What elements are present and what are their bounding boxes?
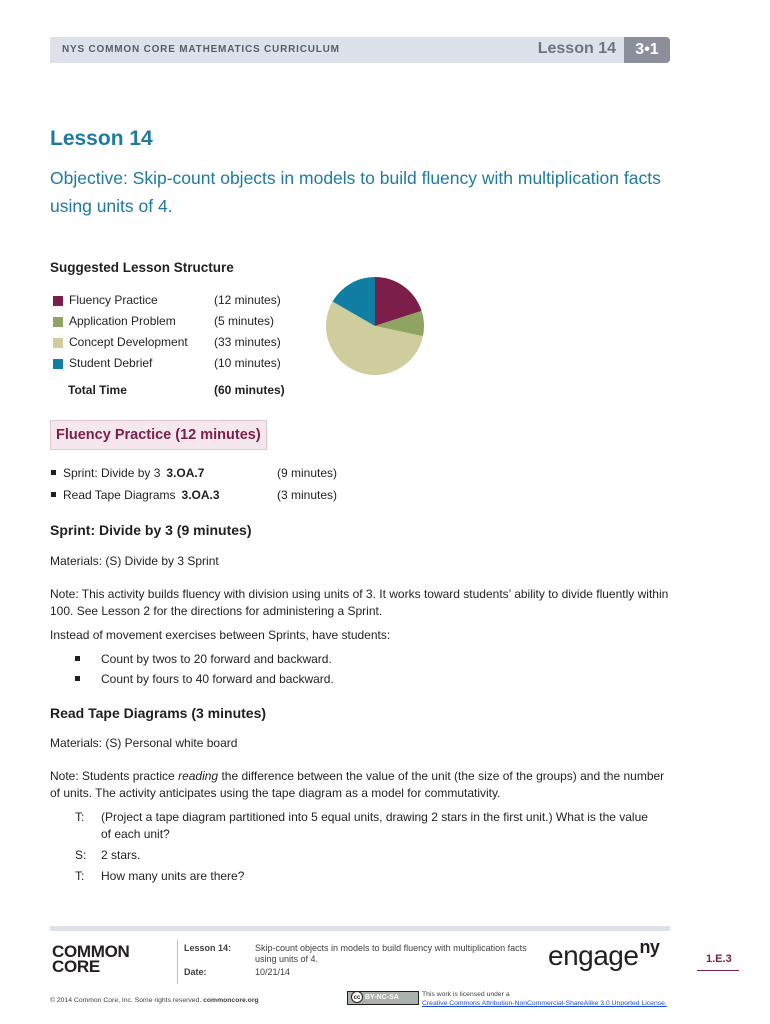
dialogue-speaker: T: <box>75 869 85 883</box>
structure-time: (33 minutes) <box>214 335 281 349</box>
fluency-item-standard: 3.OA.7 <box>166 466 205 480</box>
fluency-item-label: Sprint: Divide by 3 <box>63 466 161 480</box>
dialogue-line <box>72 868 672 885</box>
logo-line: COMMON <box>52 942 130 961</box>
fluency-item-time: (3 minutes) <box>277 488 338 502</box>
engage-text: engage <box>548 940 639 971</box>
engageny-logo <box>548 937 659 972</box>
common-core-logo <box>52 944 152 974</box>
header-bar <box>50 37 670 63</box>
structure-row-fluency <box>53 292 313 313</box>
curriculum-name: NYS COMMON CORE MATHEMATICS CURRICULUM <box>62 44 340 55</box>
footer-lesson-value: Skip-count objects in models to build fluency with multiplication facts using units of 4. <box>255 943 527 964</box>
structure-time: (5 minutes) <box>214 314 275 328</box>
structure-label: Concept Development <box>69 335 188 349</box>
structure-row-application <box>53 313 313 334</box>
dialogue-line <box>72 847 672 864</box>
swatch-application <box>53 317 63 327</box>
list-item-text: Count by fours to 40 forward and backward. <box>101 672 334 686</box>
fluency-item <box>50 465 370 487</box>
list-item <box>72 672 672 689</box>
structure-label: Application Problem <box>69 314 176 328</box>
tape-materials: Materials: (S) Personal white board <box>50 736 238 750</box>
list-item <box>72 652 672 669</box>
footer-divider <box>177 940 178 984</box>
header-lesson: Lesson 14 <box>537 40 616 57</box>
creative-commons-badge <box>347 991 419 1005</box>
swatch-debrief <box>53 359 63 369</box>
sprint-materials: Materials: (S) Divide by 3 Sprint <box>50 554 219 568</box>
bullet-icon <box>51 470 56 475</box>
sprint-heading: Sprint: Divide by 3 (9 minutes) <box>50 522 252 538</box>
lesson-structure-pie-chart <box>325 276 425 376</box>
total-label: Total Time <box>68 383 127 397</box>
structure-time: (10 minutes) <box>214 356 281 370</box>
footer-lesson-label: Lesson 14: <box>184 943 232 953</box>
tape-note-emphasis: reading <box>178 769 219 783</box>
structure-row-concept <box>53 334 313 355</box>
dialogue-speaker: S: <box>75 848 87 862</box>
structure-time: (12 minutes) <box>214 293 281 307</box>
lesson-objective: Objective: Skip-count objects in models to build fluency with multiplication facts using units of 4. <box>50 168 661 216</box>
module-badge: 3•1 <box>624 37 670 63</box>
structure-heading: Suggested Lesson Structure <box>50 260 234 275</box>
license-text: This work is licensed under a <box>422 991 510 998</box>
structure-total-row <box>53 379 313 403</box>
structure-label: Student Debrief <box>69 356 153 370</box>
tape-note-text: Note: Students practice <box>50 769 179 783</box>
logo-line: CORE <box>52 957 100 976</box>
cc-icon: cc <box>351 991 363 1003</box>
fluency-item-standard: 3.OA.3 <box>181 488 220 502</box>
structure-row-debrief <box>53 355 313 376</box>
footer-date-label: Date: <box>184 967 207 977</box>
sprint-note: Note: This activity builds fluency with division using units of 3. It works toward students’ ability to divide fluently within 100. See Lesson 2 for the directions for administering a Sprint. <box>50 587 669 618</box>
dialogue-speaker: T: <box>75 810 85 824</box>
copyright-text: © 2014 Common Core, Inc. Some rights reserved. <box>50 997 202 1004</box>
tape-note <box>50 768 675 802</box>
copyright <box>50 997 259 1004</box>
swatch-concept <box>53 338 63 348</box>
fluency-item-label: Read Tape Diagrams <box>63 488 176 502</box>
fluency-practice-heading: Fluency Practice (12 minutes) <box>50 420 267 450</box>
structure-label: Fluency Practice <box>69 293 158 307</box>
license-link[interactable]: Creative Commons Attribution-NonCommercial-ShareAlike 3.0 Unported License. <box>422 1000 667 1007</box>
fluency-item <box>50 487 370 509</box>
sprint-instead: Instead of movement exercises between Sprints, have students: <box>50 628 391 642</box>
lesson-title: Lesson 14 <box>50 127 153 150</box>
structure-list <box>53 292 313 403</box>
dialogue-text: 2 stars. <box>101 848 141 862</box>
fluency-item-time: (9 minutes) <box>277 466 338 480</box>
copyright-site: commoncore.org <box>203 997 259 1004</box>
dialogue-text: (Project a tape diagram partitioned into 5 equal units, drawing 2 stars in the first unit.) What is the value of each unit? <box>101 810 648 841</box>
tape-heading: Read Tape Diagrams (3 minutes) <box>50 705 267 721</box>
dialogue-text: How many units are there? <box>101 869 245 883</box>
bullet-icon <box>75 656 80 661</box>
engage-sup: ny <box>639 937 660 957</box>
footer-rule <box>50 926 670 931</box>
tape-note-text: the difference between the value of the unit (the size of the groups) and the number of units. The activity anticipates using the tape diagram as a model for commutativity. <box>50 769 665 800</box>
page-number-rule <box>697 970 739 971</box>
list-item-text: Count by twos to 20 forward and backward. <box>101 652 332 666</box>
fluency-activity-list <box>50 465 370 509</box>
total-time: (60 minutes) <box>214 383 285 397</box>
dialogue-line <box>72 809 672 843</box>
bullet-icon <box>75 676 80 681</box>
cc-badge-text: BY-NC-SA <box>365 994 399 1001</box>
page-number: 1.E.3 <box>706 953 732 965</box>
bullet-icon <box>51 492 56 497</box>
swatch-fluency <box>53 296 63 306</box>
license-notice <box>422 990 682 1008</box>
footer-date-value: 10/21/14 <box>255 967 291 977</box>
